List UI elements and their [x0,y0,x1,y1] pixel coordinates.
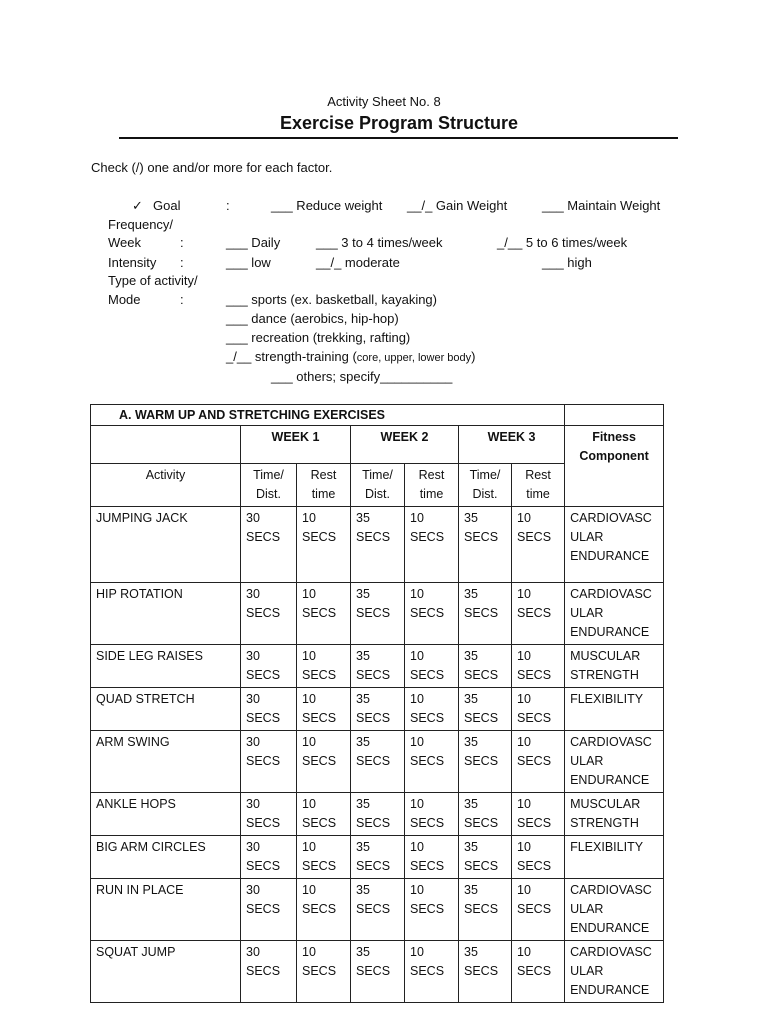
week-2-time-cell: 35 SECS [351,507,405,583]
fitness-component-cell: CARDIOVASC ULAR ENDURANCE [565,731,664,793]
week-1-rest-cell: 10 SECS [297,879,351,941]
fitness-component-cell: FLEXIBILITY [565,688,664,731]
week-1-rest-cell: 10 SECS [297,688,351,731]
week-1-time-cell: 30 SECS [241,836,297,879]
fitness-component-header: Fitness Component [565,426,664,507]
week-1-time-header: Time/ Dist. [241,464,297,507]
week-2-rest-cell: 10 SECS [405,507,459,583]
section-blank-cell [565,405,664,426]
week-2-time-cell: 35 SECS [351,941,405,1003]
fitness-component-cell: CARDIOVASC ULAR ENDURANCE [565,507,664,583]
week-2-time-cell: 35 SECS [351,688,405,731]
fitness-component-cell: CARDIOVASC ULAR ENDURANCE [565,941,664,1003]
mode-option-others: ___ others; specify__________ [271,369,453,384]
week-1-time-cell: 30 SECS [241,688,297,731]
fitness-component-cell: MUSCULAR STRENGTH [565,793,664,836]
intensity-option-low: ___ low [226,255,271,270]
week-1-rest-cell: 10 SECS [297,583,351,645]
table-row [91,879,664,941]
week-3-rest-cell: 10 SECS [512,836,565,879]
week-2-rest-cell: 10 SECS [405,836,459,879]
week-3-time-cell: 35 SECS [459,879,512,941]
check-mark-icon: ✓ [132,198,143,213]
table-row [91,507,664,583]
warm-up-exercise-table [90,404,664,1003]
fitness-component-cell: CARDIOVASC ULAR ENDURANCE [565,879,664,941]
blank-header-cell [91,426,241,464]
week-2-time-cell: 35 SECS [351,793,405,836]
week-2-time-header: Time/ Dist. [351,464,405,507]
week-2-time-cell: 35 SECS [351,879,405,941]
exercise-rows [91,507,664,1003]
week-3-time-cell: 35 SECS [459,836,512,879]
week-2-rest-header: Rest time [405,464,459,507]
mode-option-strength-training: _/__ strength-training (core, upper, lower body) [226,349,476,364]
week-2-rest-cell: 10 SECS [405,583,459,645]
table-row [91,836,664,879]
week-1-time-cell: 30 SECS [241,507,297,583]
frequency-option-5-6-times: _/__ 5 to 6 times/week [497,235,628,250]
activity-cell: ARM SWING [91,731,241,793]
goal-option-gain-weight: __/_ Gain Weight [407,198,508,213]
intensity-label: Intensity [108,255,157,270]
activity-cell: HIP ROTATION [91,583,241,645]
activity-cell: ANKLE HOPS [91,793,241,836]
activity-cell: JUMPING JACK [91,507,241,583]
week-3-time-cell: 35 SECS [459,731,512,793]
week-3-rest-cell: 10 SECS [512,793,565,836]
week-3-header: WEEK 3 [459,426,565,464]
week-2-time-cell: 35 SECS [351,645,405,688]
week-3-rest-cell: 10 SECS [512,879,565,941]
week-2-header: WEEK 2 [351,426,459,464]
week-1-rest-header: Rest time [297,464,351,507]
week-1-rest-cell: 10 SECS [297,507,351,583]
week-3-rest-cell: 10 SECS [512,941,565,1003]
week-3-rest-cell: 10 SECS [512,645,565,688]
week-1-time-cell: 30 SECS [241,941,297,1003]
fitness-component-cell: FLEXIBILITY [565,836,664,879]
frequency-colon: : [180,235,184,250]
week-3-time-cell: 35 SECS [459,507,512,583]
mode-option-sports: ___ sports (ex. basketball, kayaking) [226,292,437,307]
week-1-time-cell: 30 SECS [241,645,297,688]
instruction-text: Check (/) one and/or more for each factor. [91,160,333,175]
mode-option-dance: ___ dance (aerobics, hip-hop) [226,311,399,326]
activity-cell: SIDE LEG RAISES [91,645,241,688]
activity-cell: BIG ARM CIRCLES [91,836,241,879]
intensity-option-moderate: __/_ moderate [316,255,400,270]
section-title: A. WARM UP AND STRETCHING EXERCISES [91,405,565,426]
week-3-rest-cell: 10 SECS [512,583,565,645]
activity-cell: QUAD STRETCH [91,688,241,731]
goal-option-reduce-weight: ___ Reduce weight [271,198,383,213]
week-1-time-cell: 30 SECS [241,793,297,836]
activity-cell: SQUAT JUMP [91,941,241,1003]
page-title: Exercise Program Structure [279,113,519,133]
week-2-time-cell: 35 SECS [351,731,405,793]
week-2-time-cell: 35 SECS [351,583,405,645]
mode-label: Mode [108,292,141,307]
week-3-time-cell: 35 SECS [459,583,512,645]
goal-colon: : [226,198,230,213]
week-3-time-cell: 35 SECS [459,793,512,836]
mode-colon: : [180,292,184,307]
table-row [91,941,664,1003]
week-3-rest-cell: 10 SECS [512,507,565,583]
activity-header: Activity [91,464,241,507]
week-3-time-cell: 35 SECS [459,688,512,731]
week-1-rest-cell: 10 SECS [297,793,351,836]
week-2-time-cell: 35 SECS [351,836,405,879]
table-row [91,731,664,793]
week-1-rest-cell: 10 SECS [297,941,351,1003]
week-1-rest-cell: 10 SECS [297,731,351,793]
mode-option-recreation: ___ recreation (trekking, rafting) [226,330,411,345]
goal-label: Goal [153,198,181,213]
week-3-rest-cell: 10 SECS [512,688,565,731]
table-row [91,793,664,836]
week-1-rest-cell: 10 SECS [297,836,351,879]
frequency-label: Frequency/ [108,217,174,232]
week-1-time-cell: 30 SECS [241,879,297,941]
week-3-time-cell: 35 SECS [459,645,512,688]
week-3-rest-header: Rest time [512,464,565,507]
intensity-option-high: ___ high [542,255,592,270]
activity-sheet-number: Activity Sheet No. 8 [327,94,441,109]
week-2-rest-cell: 10 SECS [405,731,459,793]
week-2-rest-cell: 10 SECS [405,941,459,1003]
goal-option-maintain-weight: ___ Maintain Weight [542,198,661,213]
table-row [91,583,664,645]
week-2-rest-cell: 10 SECS [405,645,459,688]
week-2-rest-cell: 10 SECS [405,688,459,731]
fitness-component-cell: CARDIOVASC ULAR ENDURANCE [565,583,664,645]
frequency-option-3-4-times: ___ 3 to 4 times/week [316,235,443,250]
week-1-time-cell: 30 SECS [241,583,297,645]
week-2-rest-cell: 10 SECS [405,793,459,836]
fitness-component-cell: MUSCULAR STRENGTH [565,645,664,688]
week-3-time-cell: 35 SECS [459,941,512,1003]
week-1-rest-cell: 10 SECS [297,645,351,688]
frequency-option-daily: ___ Daily [226,235,281,250]
table-row [91,645,664,688]
week-2-rest-cell: 10 SECS [405,879,459,941]
week-label: Week [108,235,141,250]
title-underline [119,137,678,139]
type-of-activity-label: Type of activity/ [108,273,198,288]
week-1-header: WEEK 1 [241,426,351,464]
table-row [91,688,664,731]
activity-cell: RUN IN PLACE [91,879,241,941]
week-3-rest-cell: 10 SECS [512,731,565,793]
week-1-time-cell: 30 SECS [241,731,297,793]
week-3-time-header: Time/ Dist. [459,464,512,507]
intensity-colon: : [180,255,184,270]
